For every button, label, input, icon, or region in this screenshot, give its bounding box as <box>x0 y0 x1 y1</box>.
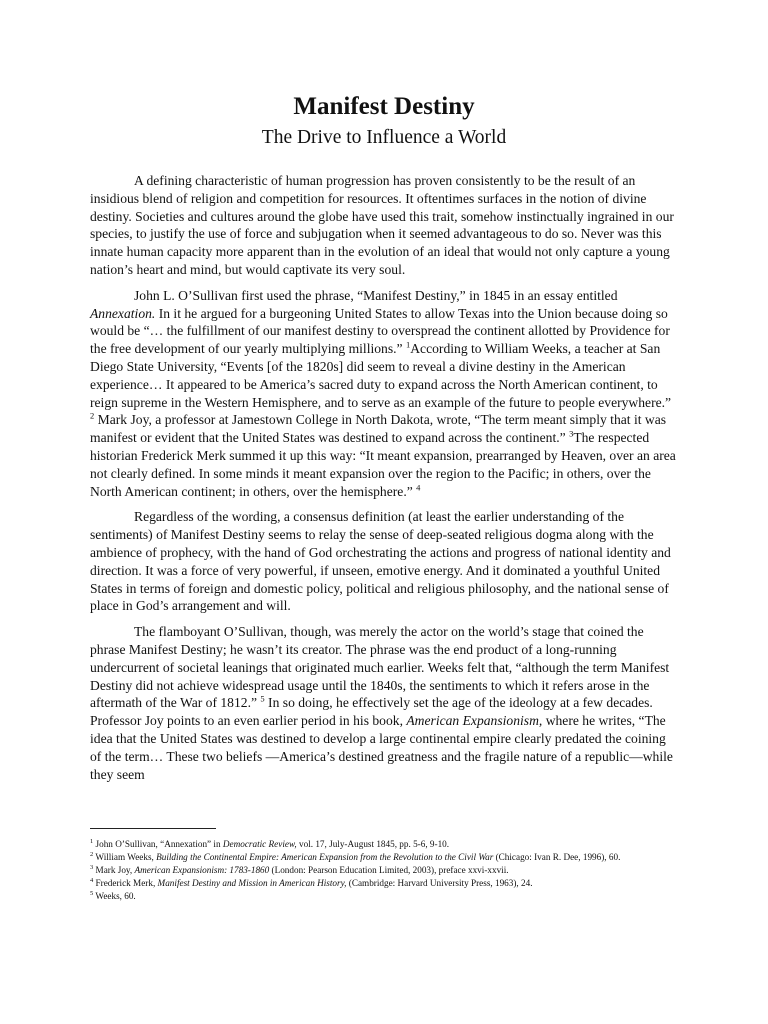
footnote-4 <box>90 877 690 890</box>
footnote-number: 5 <box>90 889 94 897</box>
footnote-italic: Building the Continental Empire: American Expansion from the Revolution to the Civil War <box>156 852 494 862</box>
footnote-number: 1 <box>90 837 94 845</box>
paragraph-1: A defining characteristic of human progression has proven consistently to be the result of an insidious blend of religion and competition for resources. It oftentimes surfaces in the notion of divine destiny. Societies and cultures around the globe have used this trait, somehow instinctually ingrained in our species, to justify the use of force and subjugation when it seemed advantageous to do so. Never was this innate human capacity more apparent than in the evolution of an ideal that would not only capture a young nation’s heart and mind, but would captivate its very soul. <box>90 173 674 277</box>
paragraph-4-text-b: In so doing, he effectively set the age of the ideology at a few decades. Professor Joy points to an even earlier period in his book, <box>90 695 653 729</box>
essay-title-annexation: Annexation. <box>90 305 156 321</box>
paragraph-2 <box>90 287 678 501</box>
footnote-text: (Cambridge: Harvard University Press, 1963), 24. <box>346 878 533 888</box>
footnote-text: (London: Pearson Education Limited, 2003), preface xxvi-xxvii. <box>269 865 509 875</box>
footnote-italic: Democratic Review, <box>222 839 297 849</box>
footnote-text: (Chicago: Ivan R. Dee, 1996), 60. <box>493 852 621 862</box>
book-title-american-expansionism: American Expansionism, <box>406 713 543 729</box>
paragraph-2-text-c: According to William Weeks, a teacher at San Diego State University, “Events [of the 1820s] did seem to reveal a divine destiny in the American experience… It appeared to be America’s sacred duty to expand across the North American continent, to reign supreme in the Western Hemisphere, and to serve as an example of the future to people everywhere.” <box>90 341 672 410</box>
paragraph-4 <box>90 623 678 783</box>
footnote-ref-5[interactable]: 5 <box>260 693 265 704</box>
footnote-ref-1[interactable]: 1 <box>405 339 411 350</box>
footnote-text: vol. 17, July-August 1845, pp. 5-6, 9-10. <box>296 839 450 849</box>
footnote-italic: Manifest Destiny and Mission in American History, <box>157 878 347 888</box>
footnote-ref-4[interactable]: 4 <box>416 482 421 493</box>
footnote-3 <box>90 864 690 877</box>
footnote-2 <box>90 851 690 864</box>
footnote-text: Weeks, 60. <box>95 891 136 901</box>
footnote-5 <box>90 890 690 903</box>
paragraph-2-text-e: The respected historian Frederick Merk summed it up this way: “It meant expansion, prearranged by Heaven, over an area not clearly defined. In some minds it meant expansion over the region to the Pacific; in others, over the North American continent; in others, over the hemisphere.” <box>90 430 676 499</box>
document-title: Manifest Destiny <box>293 93 475 120</box>
footnote-text: Frederick Merk, <box>95 878 158 888</box>
paragraph-4-text-c: where he writes, “The idea that the United States was destined to develop a large continental empire clearly predated the coining of the term… These two beliefs —America’s destined greatness and the fragile nature of a republic—while they seem <box>90 713 673 782</box>
footnote-text: John O’Sullivan, “Annexation” in <box>95 839 223 849</box>
footnote-text: Mark Joy, <box>95 865 135 875</box>
paragraph-2-text-d: Mark Joy, a professor at Jamestown College in North Dakota, wrote, “The term meant simply that it was manifest or evident that the United States was destined to expand across the continent.” <box>90 412 667 446</box>
footnote-text: William Weeks, <box>95 852 157 862</box>
document-subtitle: The Drive to Influence a World <box>261 127 507 148</box>
footnote-ref-2[interactable]: 2 <box>90 410 95 421</box>
document-page <box>90 92 678 791</box>
footnote-1 <box>90 838 690 851</box>
paragraph-3: Regardless of the wording, a consensus definition (at least the earlier understanding of the sentiments) of Manifest Destiny seems to relay the sense of deep-seated religious dogma along with the ambience of prophecy, with the hand of God orchestrating the actions and progress of national identity and direction. It was a force of very powerful, if unseen, emotive energy. And it dominated a youthful United States in terms of foreign and domestic policy, political and religious philosophy, and the national sense of place in God’s arrangement and will. <box>90 509 671 614</box>
paragraph-2-text-a: John L. O’Sullivan first used the phrase, “Manifest Destiny,” in 1845 in an essay entitled <box>134 287 618 303</box>
footnote-number: 3 <box>90 863 94 871</box>
footnote-divider <box>90 828 216 829</box>
footnote-italic: American Expansionism: 1783-1860 <box>134 865 270 875</box>
footnote-number: 2 <box>90 850 94 858</box>
paragraph-2-text-b: In it he argued for a burgeoning United States to allow Texas into the Union because doing so would be “… the fulfillment of our manifest destiny to overspread the continent allotted by Providence for the free development of our yearly multiplying millions.” <box>90 305 670 357</box>
footnote-number: 4 <box>90 876 94 884</box>
paragraph-4-text-a: The flamboyant O’Sullivan, though, was merely the actor on the world’s stage that coined the phrase Manifest Destiny; he wasn’t its creator. The phrase was the end product of a long-running undercurrent of societal leanings that originated much earlier. Weeks felt that, “although the term Manifest Destiny did not achieve widespread usage until the 1840s, the sentiments to which it refers arose in the aftermath of the War of 1812.” <box>90 624 670 711</box>
footnote-ref-3[interactable]: 3 <box>569 428 574 439</box>
footnotes <box>90 838 690 903</box>
